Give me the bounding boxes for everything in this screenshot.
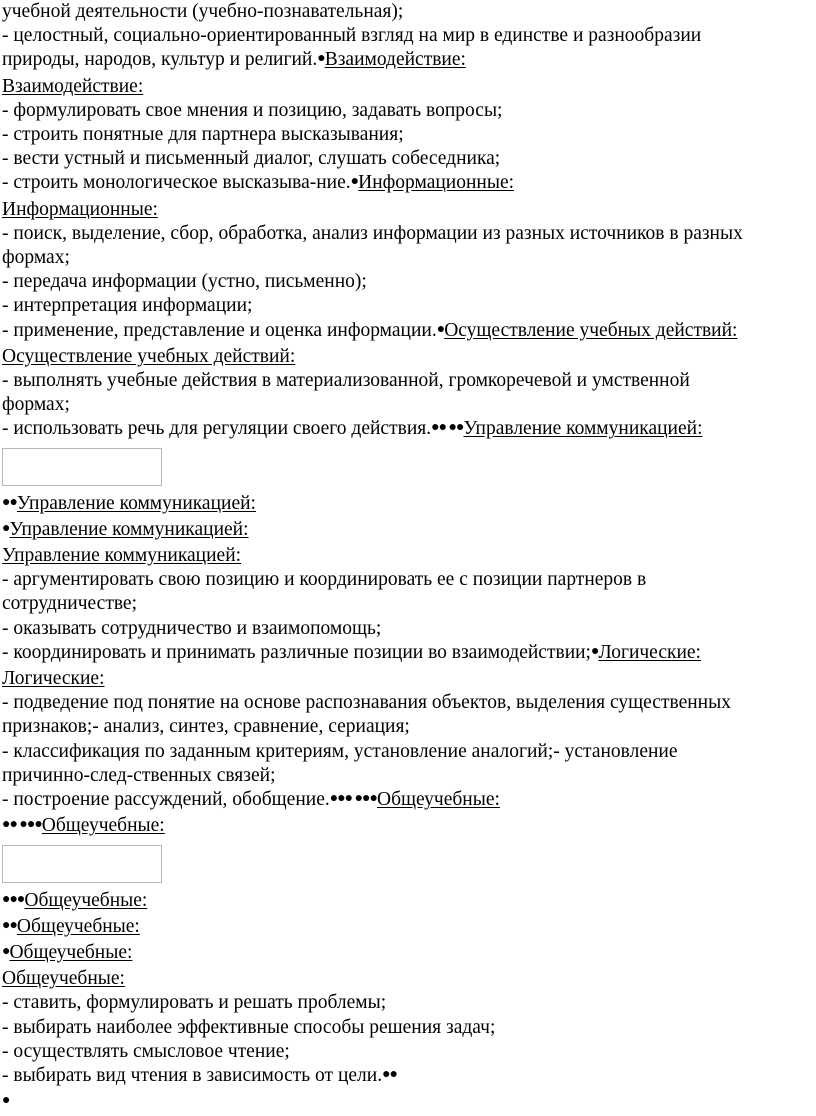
- text-line: сотрудничестве;: [2, 593, 138, 615]
- section-heading: Осуществление учебных действий:: [444, 319, 738, 341]
- text-line: - строить монологическое высказыва-ние.●Информационные:: [2, 172, 515, 194]
- text-line: - построение рассуждений, обобщение.●●● ●●●Общеучебные:: [2, 789, 500, 811]
- bullet-icon: ●● ●●: [431, 420, 464, 436]
- text-line: причинно-след-ственных связей;: [2, 764, 276, 786]
- text-line: - координировать и принимать различные позиции во взаимодействии;●Логические:: [2, 641, 701, 663]
- text-line: формах;: [2, 247, 70, 269]
- text-line: - целостный, социально-ориентированный взгляд на мир в единстве и разнообразии: [2, 25, 702, 47]
- text-line: - выполнять учебные действия в материализованной, громкоречевой и умственной: [2, 370, 690, 392]
- section-heading: Общеучебные:: [9, 941, 133, 963]
- section-heading: Общеучебные:: [16, 915, 140, 937]
- text-line: формах;: [2, 394, 70, 416]
- bullet-icon: ●: [2, 943, 10, 959]
- bullet-icon: ●●● ●●●: [329, 791, 377, 807]
- text-line: - выбирать вид чтения в зависимость от цели.●●: [2, 1064, 398, 1086]
- section-heading: Управление коммуникацией:: [9, 518, 249, 540]
- bullet-icon: ●: [590, 643, 599, 659]
- text-line: - выбирать наиболее эффективные способы решения задач;: [2, 1016, 496, 1038]
- bullet-icon: ●●●: [2, 891, 25, 907]
- bullet-icon: ●●: [2, 917, 17, 933]
- section-heading: Общеучебные:: [24, 889, 148, 911]
- text-line: [2, 518, 814, 544]
- bullet-icon: ●: [350, 174, 359, 190]
- text-line: [2, 1090, 814, 1116]
- text-line: [2, 915, 814, 941]
- text-line: - использовать речь для регуляции своего действия.●● ●●Управление коммуникацией:: [2, 418, 703, 440]
- text-line: - классификация по заданным критериям, установление аналогий;- установление: [2, 740, 678, 762]
- text-line: [2, 889, 814, 915]
- text-line: - подведение под понятие на основе распознавания объектов, выделения существенных: [2, 692, 731, 714]
- section-heading: Общеучебные:: [41, 815, 165, 837]
- section-heading: Взаимодействие:: [2, 75, 144, 97]
- section-heading: Информационные:: [358, 172, 515, 194]
- text-line: - ставить, формулировать и решать проблемы;: [2, 992, 387, 1014]
- text-line: - оказывать сотрудничество и взаимопомощь;: [2, 617, 382, 639]
- text-line: - применение, представление и оценка информации.●Осуществление учебных действий:: [2, 319, 738, 341]
- section-heading: Логические:: [2, 668, 105, 690]
- text-line: - строить понятные для партнера высказывания;: [2, 124, 404, 146]
- empty-frame: [2, 845, 162, 883]
- bullet-icon: ●●: [2, 494, 17, 510]
- bullet-icon: ●: [436, 321, 445, 337]
- section-heading: Осуществление учебных действий:: [2, 345, 296, 367]
- section-heading: Общеучебные:: [2, 968, 125, 990]
- section-heading: Управление коммуникацией:: [16, 492, 256, 514]
- text-line: [2, 941, 814, 967]
- text-line: - передача информации (устно, письменно);: [2, 271, 367, 293]
- text-line: признаков;- анализ, синтез, сравнение, сериация;: [2, 716, 410, 738]
- empty-frame: [2, 448, 162, 486]
- text-line: учебной деятельности (учебно-познавательная);: [2, 1, 404, 22]
- text-line: - аргументировать свою позицию и координировать ее с позиции партнеров в: [2, 569, 647, 591]
- text-line: природы, народов, культур и религий.●Взаимодействие:: [2, 49, 466, 71]
- text-line: - поиск, выделение, сбор, обработка, анализ информации из разных источников в разных: [2, 222, 743, 244]
- section-heading: Информационные:: [2, 198, 158, 220]
- section-heading: Управление коммуникацией:: [463, 418, 703, 440]
- section-heading: Взаимодействие:: [324, 49, 466, 71]
- bullet-icon: ●: [2, 520, 10, 536]
- bullet-icon: ●● ●●●: [2, 817, 42, 833]
- text-line: - вести устный и письменный диалог, слушать собеседника;: [2, 148, 501, 170]
- text-line: [2, 814, 814, 840]
- bullet-icon: ●: [317, 51, 325, 67]
- section-heading: Управление коммуникацией:: [2, 545, 242, 567]
- text-line: - формулировать свое мнения и позицию, задавать вопросы;: [2, 99, 503, 121]
- bullet-icon: ●●: [382, 1066, 398, 1082]
- text-line: [2, 492, 814, 518]
- section-heading: Общеучебные:: [376, 789, 500, 811]
- text-line: - интерпретация информации;: [2, 295, 253, 317]
- section-heading: Логические:: [598, 641, 701, 663]
- text-line: - осуществлять смысловое чтение;: [2, 1040, 290, 1062]
- bullet-icon: ●: [2, 1093, 10, 1109]
